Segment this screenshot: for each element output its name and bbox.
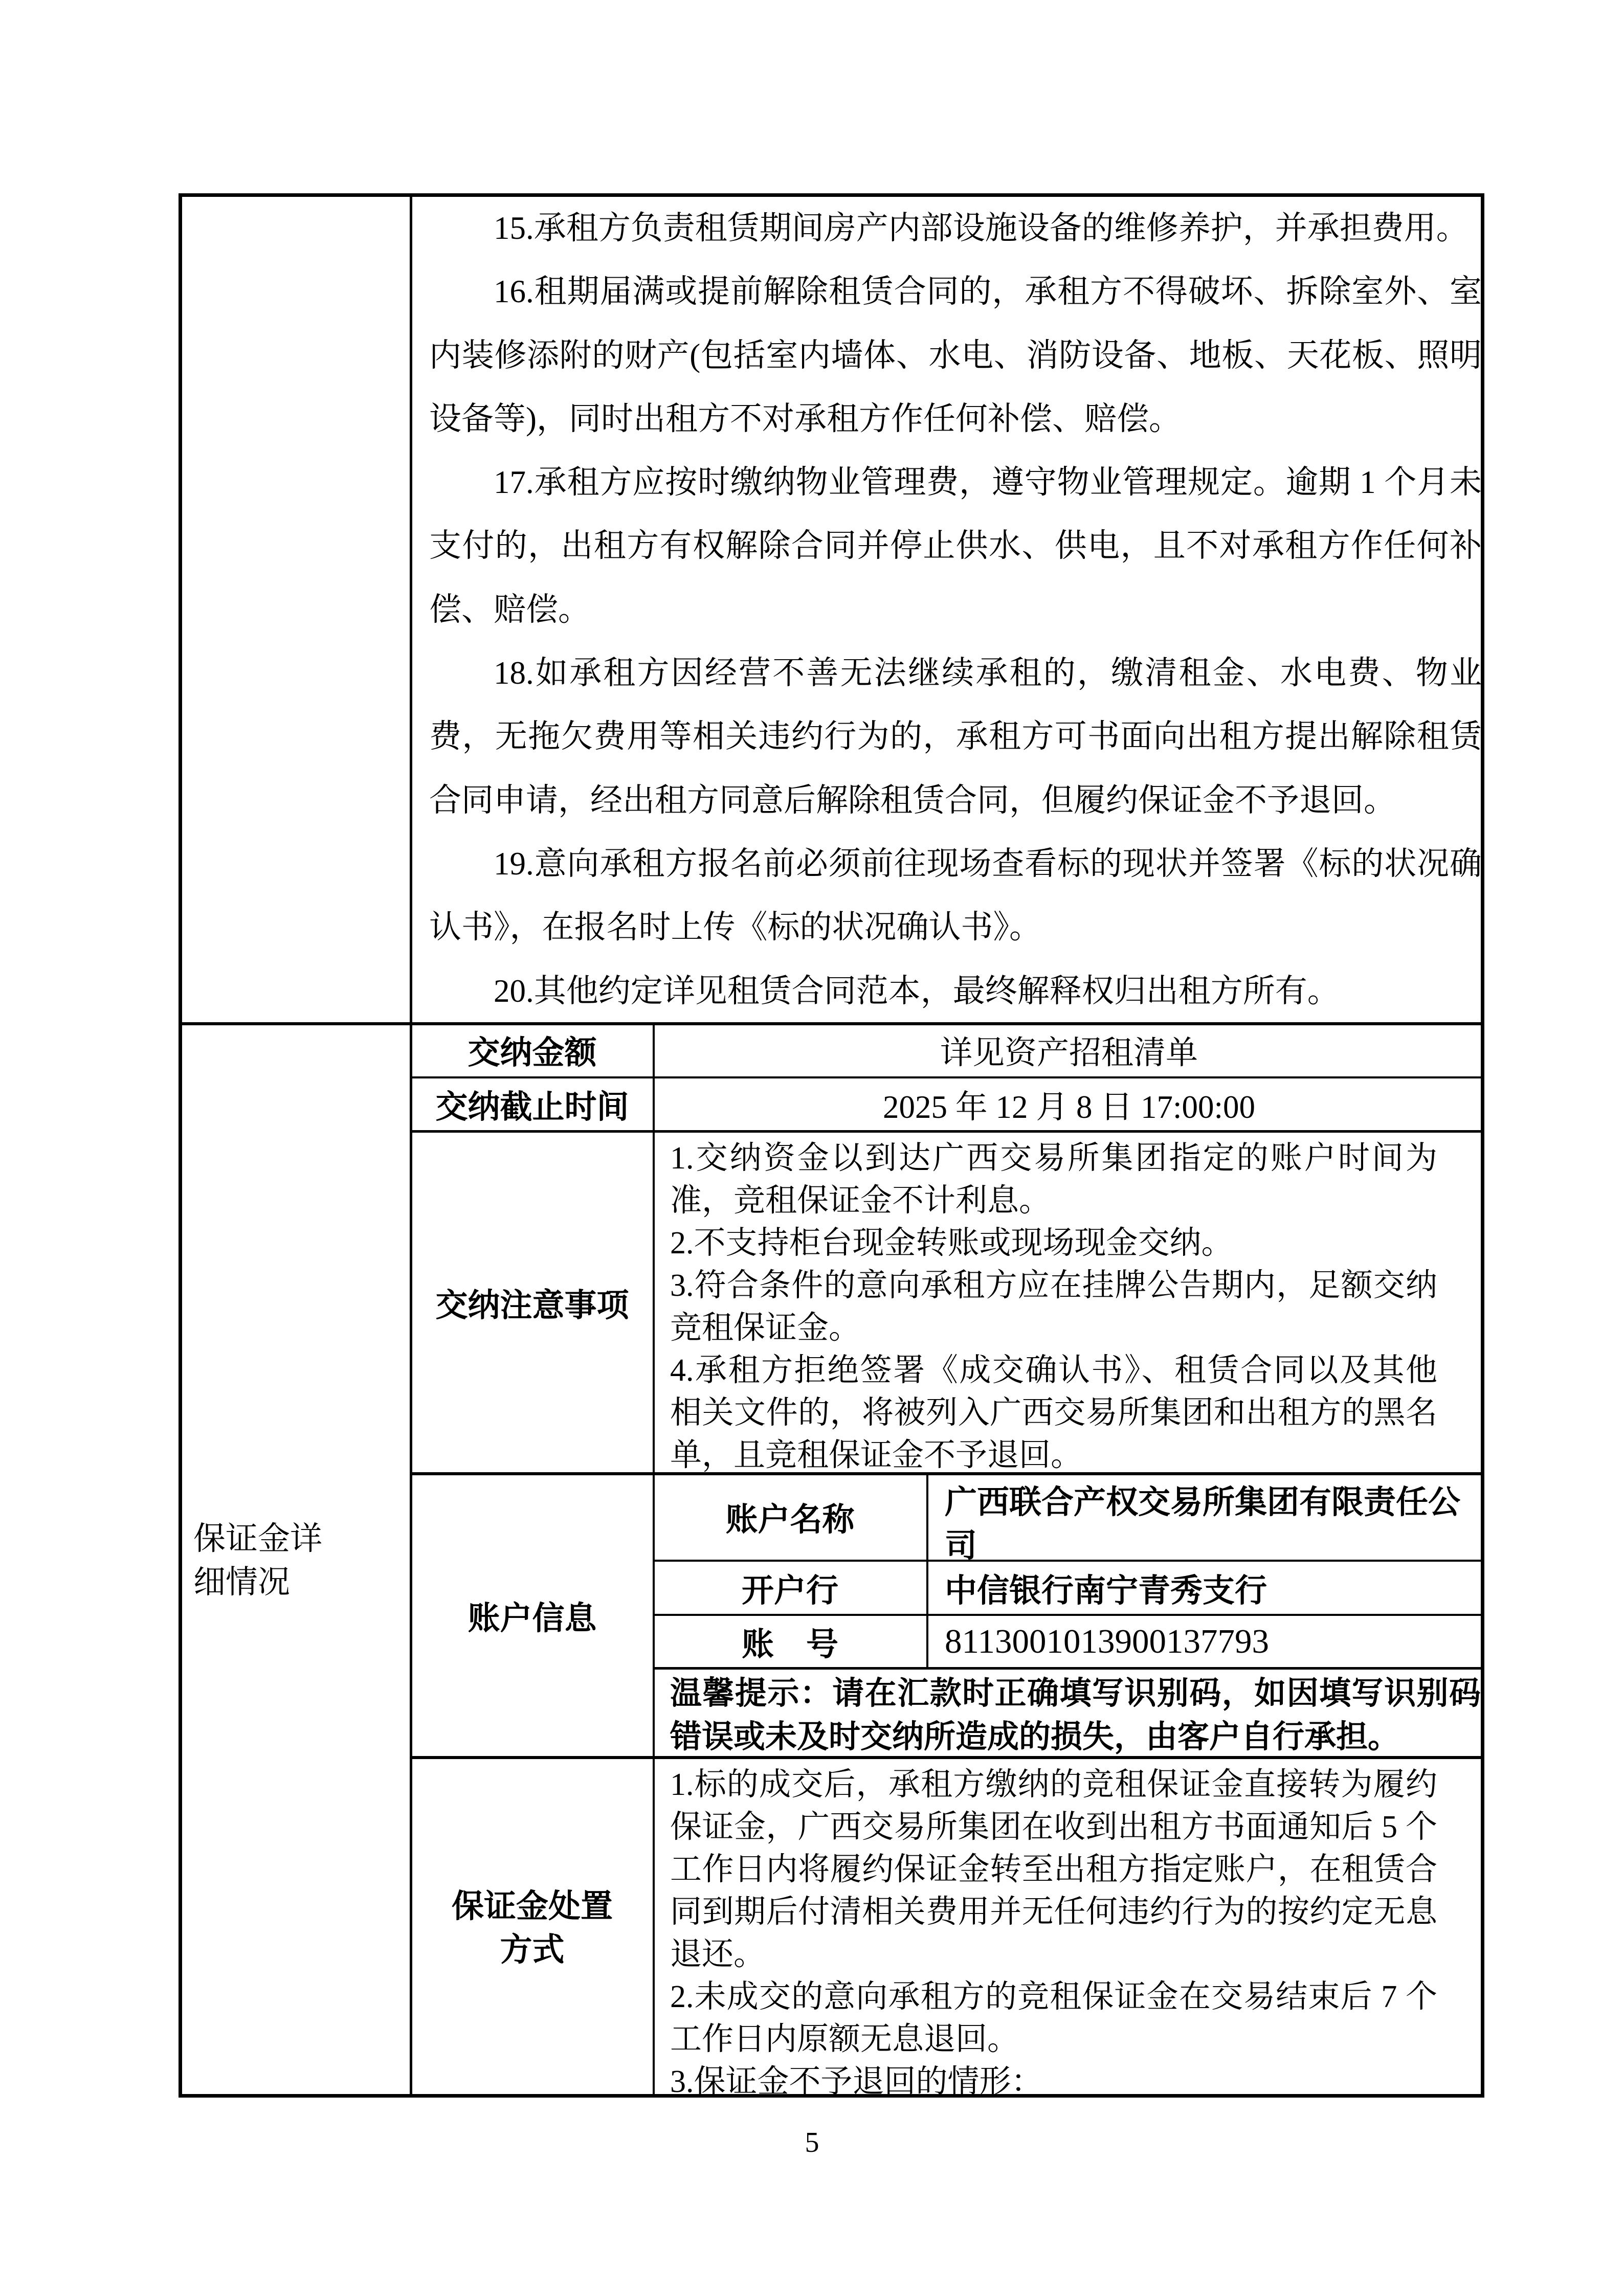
table-vline-account-nested <box>926 1474 928 1669</box>
payment-deadline-value: 2025 年 12 月 8 日 17:00:00 <box>882 1089 1255 1125</box>
notice-item: 3.符合条件的意向承租方应在挂牌公告期内，足额交纳竞租保证金。 <box>670 1268 1437 1345</box>
disposal-item: 2.未成交的意向承租方的竞租保证金在交易结束后 7 个工作日内原额无息退回。 <box>670 1979 1437 2057</box>
table-hline-account-number <box>654 1667 1484 1670</box>
term-paragraph: 15.承租方负责租赁期间房产内部设施设备的维修养护，并承担费用。 <box>494 210 1469 246</box>
term-paragraph: 19.意向承租方报名前必须前往现场查看标的现状并签署《标的状况确认书》，在报名时上传《标的状况确认书》。 <box>429 845 1482 946</box>
notice-item: 2.不支持柜台现金转账或现场现金交纳。 <box>670 1226 1233 1260</box>
transfer-tip-text: 温馨提示：请在汇款时正确填写识别码，如因填写识别码错误或未及时交纳所造成的损失，由客户自行承担。 <box>670 1676 1481 1754</box>
disposal-item: 1.标的成交后，承租方缴纳的竞租保证金直接转为履约保证金，广西交易所集团在收到出租方书面通知后 5 个工作日内将履约保证金转至出租方指定账户，在租赁合同到期后付清相关费用并无任何违约行为的按约定无息退还。 <box>670 1767 1437 1972</box>
account-info-label: 账户信息 <box>468 1601 597 1636</box>
payment-amount-value: 详见资产招租清单 <box>940 1035 1198 1071</box>
disposal-method-label-cell <box>411 1759 654 2098</box>
term-paragraph: 18.如承租方因经营不善无法继续承租的，缴清租金、水电费、物业费，无拖欠费用等相关违约行为的，承租方可书面向出租方提出解除租赁合同申请，经出租方同意后解除租赁合同，但履约保证金不予退回。 <box>429 655 1482 818</box>
transfer-tip-cell <box>670 1672 1481 1755</box>
bank-value: 中信银行南宁青秀支行 <box>945 1572 1267 1609</box>
section-label-cell <box>179 1024 411 2098</box>
disposal-method-list <box>670 1764 1437 2099</box>
notice-item: 4.承租方拒绝签署《成交确认书》、租赁合同以及其他相关文件的，将被列入广西交易所集团和出租方的黑名单，且竞租保证金不予退回。 <box>670 1353 1437 1473</box>
term-paragraph: 20.其他约定详见租赁合同范本，最终解释权归出租方所有。 <box>494 973 1340 1009</box>
bank-label: 开户行 <box>742 1572 838 1609</box>
disposal-method-label: 保证金处置方式 <box>452 1888 613 1968</box>
term-paragraph: 16.租期届满或提前解除租赁合同的，承租方不得破坏、拆除室外、室内装修添附的财产(包括室内墙体、水电、消防设备、地板、天花板、照明设备等)，同时出租方不对承租方作任何补偿、赔偿。 <box>429 274 1482 437</box>
terms-cell <box>429 196 1482 1021</box>
payment-amount-label: 交纳金额 <box>468 1035 597 1071</box>
account-name-value: 广西联合产权交易所集团有限责任公司 <box>945 1484 1460 1564</box>
account-name-label: 账户名称 <box>725 1501 855 1538</box>
page-number: 5 <box>805 2127 819 2158</box>
payment-deadline-label: 交纳截止时间 <box>435 1089 629 1125</box>
account-number-label: 账 号 <box>742 1626 838 1662</box>
payment-notice-label: 交纳注意事项 <box>435 1287 629 1323</box>
account-number-value: 8113001013900137793 <box>945 1622 1270 1660</box>
term-paragraph: 17.承租方应按时缴纳物业管理费，遵守物业管理规定。逾期 1 个月未支付的，出租方有权解除合同并停止供水、供电，且不对承租方作任何补偿、赔偿。 <box>429 464 1482 627</box>
payment-notice-list <box>670 1137 1437 1471</box>
notice-item: 1.交纳资金以到达广西交易所集团指定的账户时间为准，竞租保证金不计利息。 <box>670 1141 1437 1218</box>
section-label: 保证金详细情况 <box>193 1521 322 1600</box>
disposal-item: 3.保证金不予退回的情形： <box>670 2064 1043 2099</box>
